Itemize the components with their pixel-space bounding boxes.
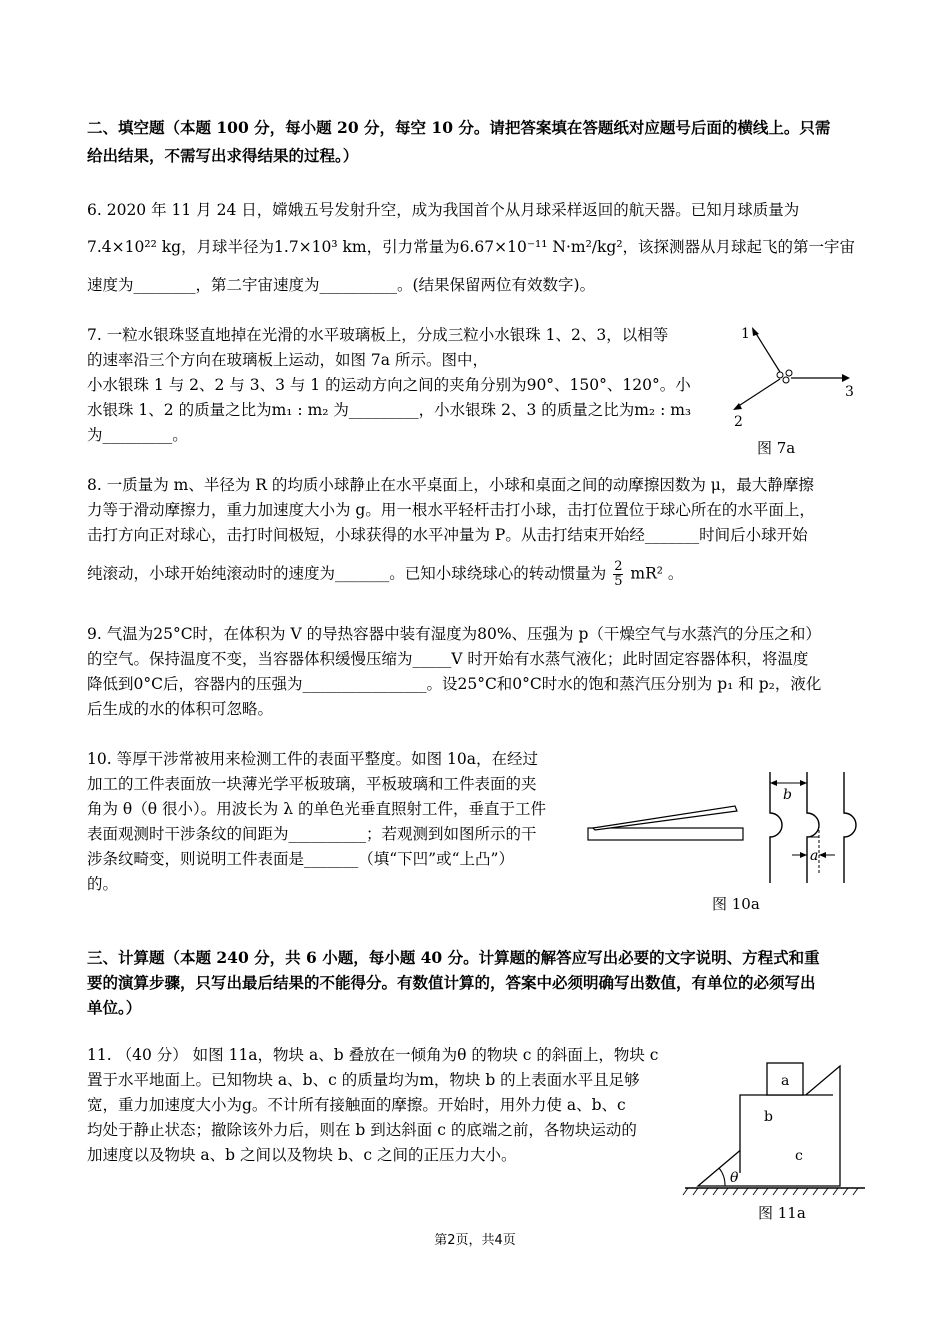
figure-10a	[585, 765, 865, 890]
section2-line-1: 二、填空题（本题 100 分，每小题 20 分，每空 10 分。请把答案填在答题纸对应题号后面的横线上。只需	[87, 118, 831, 137]
q7-line-3: 小水银珠 1 与 2、2 与 3、3 与 1 的运动方向之间的夹角分别为90°、150°、120°。小	[87, 376, 691, 394]
q11-line-1: 11. （40 分） 如图 11a，物块 a、b 叠放在一倾角为θ 的物块 c 的斜面上，物块 c	[87, 1046, 659, 1064]
q10-line-4: 表面观测时干涉条纹的间距为__________；若观测到如图所示的干	[87, 825, 537, 843]
figure-7a	[725, 322, 865, 432]
q11-line-2: 置于水平地面上。已知物块 a、b、c 的质量均为m，物块 b 的上表面水平且足够	[87, 1071, 640, 1089]
fig11a-label-theta: θ	[730, 1170, 739, 1186]
q11-line-4: 均处于静止状态；撤除该外力后，则在 b 到达斜面 c 的底端之前，各物块运动的	[87, 1121, 637, 1139]
section3-line-1: 三、计算题（本题 240 分，共 6 小题，每小题 40 分。计算题的解答应写出必要的文字说明、方程式和重	[87, 948, 820, 967]
inertia-tail: mR² 。	[630, 564, 684, 583]
q10-line-6: 的。	[87, 875, 119, 893]
page-footer: 第2页，共4页	[434, 1233, 516, 1248]
fig11a-caption: 图 11a	[758, 1204, 806, 1222]
fig7a-label-3: 3	[845, 384, 854, 400]
q11-line-5: 加速度以及物块 a、b 之间以及物块 b、c 之间的正压力大小。	[87, 1146, 517, 1164]
fig10a-label-a: a	[810, 848, 819, 864]
q10-line-2: 加工的工件表面放一块薄光学平板玻璃，平板玻璃和工件表面的夹	[87, 775, 537, 793]
section3-line-3: 单位。）	[87, 998, 142, 1017]
fig10a-caption: 图 10a	[712, 895, 760, 913]
fig7a-caption: 图 7a	[757, 439, 796, 457]
q9-line-2: 的空气。保持温度不变，当容器体积缓慢压缩为_____V 时开始有水蒸气液化；此时固定容器体积，将温度	[87, 650, 809, 668]
q10-line-3: 角为 θ（θ 很小）。用波长为 λ 的单色光垂直照射工件，垂直于工件	[87, 800, 546, 818]
q6-line-1: 6. 2020 年 11 月 24 日，嫦娥五号发射升空，成为我国首个从月球采样返回的航天器。已知月球质量为	[87, 201, 800, 219]
fig11a-label-a: a	[781, 1073, 790, 1089]
q6-line-2: 7.4×10²² kg，月球半径为1.7×10³ km，引力常量为6.67×10⁻¹¹ N·m²/kg²，该探测器从月球起飞的第一宇宙	[87, 238, 856, 256]
q10-line-5: 涉条纹畸变，则说明工件表面是_______（填“下凹”或“上凸”）	[87, 850, 514, 868]
q9-line-4: 后生成的水的体积可忽略。	[87, 700, 274, 718]
q11-line-3: 宽，重力加速度大小为g。不计所有接触面的摩擦。开始时，用外力使 a、b、c	[87, 1096, 626, 1114]
q8-line-1: 8. 一质量为 m、半径为 R 的均质小球静止在水平桌面上，小球和桌面之间的动摩擦因数为 μ，最大静摩擦	[87, 476, 814, 494]
inertia-fraction	[613, 560, 623, 589]
q7-line-5: 为_________。	[87, 426, 188, 444]
q6-line-3: 速度为________，第二宇宙速度为__________。(结果保留两位有效数字)。	[87, 276, 596, 294]
figure-11a	[680, 1058, 870, 1198]
q10-line-1: 10. 等厚干涉常被用来检测工件的表面平整度。如图 10a，在经过	[87, 750, 538, 768]
fig10a-label-b: b	[783, 787, 792, 803]
q9-line-1: 9. 气温为25°C时，在体积为 V 的导热容器中装有湿度为80%、压强为 p（干燥空气与水蒸汽的分压之和）	[87, 625, 821, 643]
q8-line-4	[87, 560, 683, 589]
q8-line-3: 击打方向正对球心，击打时间极短，小球获得的水平冲量为 P。从击打结束开始经_______时间后小球开始	[87, 526, 808, 544]
fraction-numerator: 2	[614, 559, 623, 574]
fraction-denominator: 5	[614, 574, 623, 589]
fig7a-label-2: 2	[734, 414, 743, 430]
section3-line-2: 要的演算步骤，只写出最后结果的不能得分。有数值计算的，答案中必须明确写出数值，有单位的必须写出	[87, 973, 816, 992]
section2-line-2: 给出结果，不需写出求得结果的过程。）	[87, 146, 359, 165]
q8-line-4-text: 纯滚动，小球开始纯滚动时的速度为_______。已知小球绕球心的转动惯量为	[87, 564, 607, 583]
q7-line-2: 的速率沿三个方向在玻璃板上运动，如图 7a 所示。图中，	[87, 351, 488, 369]
fig11a-label-b: b	[764, 1109, 773, 1125]
q7-line-4: 水银珠 1、2 的质量之比为m₁ : m₂ 为_________，小水银珠 2、3 的质量之比为m₂ : m₃	[87, 401, 692, 419]
q7-line-1: 7. 一粒水银珠竖直地掉在光滑的水平玻璃板上，分成三粒小水银珠 1、2、3，以相等	[87, 326, 669, 344]
fig11a-label-c: c	[795, 1148, 803, 1164]
q8-line-2: 力等于滑动摩擦力，重力加速度大小为 g。用一根水平轻杆击打小球，击打位置位于球心所在的水平面上，	[87, 501, 815, 519]
fig7a-label-1: 1	[741, 326, 750, 342]
q9-line-3: 降低到0°C后，容器内的压强为________________。设25°C和0°C时水的饱和蒸汽压分别为 p₁ 和 p₂，液化	[87, 675, 822, 693]
